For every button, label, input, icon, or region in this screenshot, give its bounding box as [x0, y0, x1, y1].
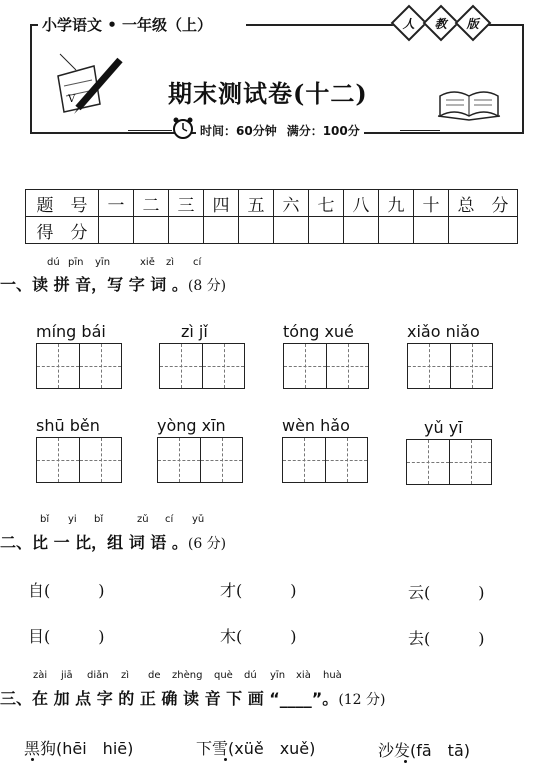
- pinyin-writing-item: [406, 418, 492, 485]
- heading-pinyin: cí: [193, 257, 202, 268]
- heading-pinyin: xiě: [140, 257, 155, 268]
- heading-pinyin: dú: [244, 670, 257, 681]
- heading-pinyin: zhèng: [172, 670, 203, 681]
- section-3-title: 三、在 加 点 字 的 正 确 读 音 下 画 “____”。: [0, 689, 339, 708]
- score-table-score-row: [26, 217, 518, 244]
- table-cell: 题 号: [26, 190, 99, 217]
- table-cell: 总 分: [449, 190, 518, 217]
- score-input-cell[interactable]: [344, 217, 379, 244]
- table-cell: 得 分: [26, 217, 99, 244]
- exam-info: [196, 122, 364, 139]
- pinyin-writing-item: [36, 416, 122, 483]
- pinyin-writing-item: [283, 322, 369, 389]
- heading-pinyin: dú: [47, 257, 60, 268]
- score-input-cell[interactable]: [134, 217, 169, 244]
- table-cell: 八: [344, 190, 379, 217]
- table-cell: 六: [274, 190, 309, 217]
- writing-grid[interactable]: [406, 439, 492, 485]
- table-cell: 一: [99, 190, 134, 217]
- pinyin-text: shū běn: [36, 416, 100, 435]
- pinyin-text: yòng xīn: [157, 416, 226, 435]
- score-input-cell[interactable]: [414, 217, 449, 244]
- pronunciation-item[interactable]: 下雪(xüě xuě): [196, 739, 316, 758]
- pinyin-text: míng bái: [36, 322, 106, 341]
- page-title: 期末测试卷(十二): [168, 79, 368, 108]
- heading-pinyin: bǐ: [94, 514, 104, 525]
- score-input-cell[interactable]: [449, 217, 518, 244]
- writing-grid[interactable]: [282, 437, 368, 483]
- compare-item[interactable]: 才( ): [220, 581, 297, 600]
- writing-grid[interactable]: [407, 343, 493, 389]
- pinyin-text: tóng xué: [283, 322, 354, 341]
- heading-pinyin: zì: [166, 257, 175, 268]
- pinyin-text: wèn hǎo: [282, 416, 350, 435]
- emphasis-dot: [31, 758, 34, 761]
- section-3-heading: [0, 686, 386, 709]
- section-3-points: (12 分): [338, 692, 386, 708]
- heading-pinyin: huà: [323, 670, 342, 681]
- score-input-cell[interactable]: [274, 217, 309, 244]
- table-cell: 三: [169, 190, 204, 217]
- heading-pinyin: zì: [121, 670, 130, 681]
- table-cell: 五: [239, 190, 274, 217]
- pinyin-text: zì jǐ: [181, 322, 208, 341]
- svg-text:V: V: [68, 94, 76, 105]
- compare-item[interactable]: 去( ): [408, 629, 485, 648]
- heading-pinyin: yi: [68, 514, 77, 525]
- clock-icon: [172, 116, 194, 140]
- section-1-title: 一、读 拼 音，写 字 词 。: [0, 275, 188, 294]
- writing-grid[interactable]: [283, 343, 369, 389]
- heading-pinyin: zài: [33, 670, 48, 681]
- section-2-heading: [0, 530, 226, 553]
- edition-char-2: 教: [423, 5, 460, 42]
- table-cell: 七: [309, 190, 344, 217]
- compare-item[interactable]: 目( ): [28, 627, 105, 646]
- pinyin-writing-item: [282, 416, 368, 483]
- heading-pinyin: diǎn: [87, 670, 109, 681]
- pinyin-text: yǔ yī: [424, 418, 463, 437]
- writing-grid[interactable]: [157, 437, 243, 483]
- section-1-heading: [0, 272, 226, 295]
- edition-char-3: 版: [455, 5, 492, 42]
- heading-pinyin: cí: [165, 514, 174, 525]
- compare-item[interactable]: 木( ): [220, 627, 297, 646]
- table-cell: 九: [379, 190, 414, 217]
- score-table-header-row: [26, 190, 518, 217]
- heading-pinyin: xià: [296, 670, 311, 681]
- pinyin-writing-item: [407, 322, 493, 389]
- section-1-points: (8 分): [187, 278, 227, 294]
- pinyin-writing-item: [36, 322, 122, 389]
- score-input-cell[interactable]: [239, 217, 274, 244]
- heading-pinyin: de: [148, 670, 161, 681]
- score-input-cell[interactable]: [169, 217, 204, 244]
- full-score: 满分：100分: [286, 124, 360, 138]
- series-label: 小学语文 • 一年级（上）: [42, 16, 213, 34]
- heading-pinyin: zǔ: [137, 514, 149, 525]
- table-cell: 四: [204, 190, 239, 217]
- heading-pinyin: què: [214, 670, 233, 681]
- section-2-title: 二、比 一 比，组 词 语 。: [0, 533, 188, 552]
- edition-badge: [396, 10, 492, 36]
- writing-grid[interactable]: [36, 343, 122, 389]
- heading-pinyin: pīn: [68, 257, 84, 268]
- pronunciation-item[interactable]: 沙发(fā tā): [378, 741, 471, 760]
- pronunciation-item[interactable]: 黑狗(hēi hiē): [24, 739, 134, 758]
- emphasis-dot: [224, 758, 227, 761]
- pinyin-writing-item: [159, 322, 245, 389]
- table-cell: 十: [414, 190, 449, 217]
- compare-item[interactable]: 云( ): [408, 583, 485, 602]
- score-input-cell[interactable]: [204, 217, 239, 244]
- pinyin-writing-item: [157, 416, 243, 483]
- writing-grid[interactable]: [36, 437, 122, 483]
- score-table: [25, 189, 518, 244]
- heading-pinyin: bǐ: [40, 514, 50, 525]
- pen-paper-icon: [54, 52, 126, 116]
- compare-item[interactable]: 自( ): [28, 581, 105, 600]
- score-input-cell[interactable]: [309, 217, 344, 244]
- writing-grid[interactable]: [159, 343, 245, 389]
- score-input-cell[interactable]: [379, 217, 414, 244]
- heading-pinyin: yīn: [95, 257, 111, 268]
- pinyin-text: xiǎo niǎo: [407, 322, 480, 341]
- heading-pinyin: jiā: [61, 670, 73, 681]
- book-icon: [436, 86, 502, 122]
- time-limit: 时间：60分钟: [200, 124, 277, 138]
- emphasis-dot: [404, 760, 407, 763]
- heading-pinyin: yǔ: [192, 514, 205, 525]
- score-input-cell[interactable]: [99, 217, 134, 244]
- section-2-points: (6 分): [187, 536, 227, 552]
- table-cell: 二: [134, 190, 169, 217]
- heading-pinyin: yīn: [270, 670, 286, 681]
- edition-char-1: 人: [391, 5, 428, 42]
